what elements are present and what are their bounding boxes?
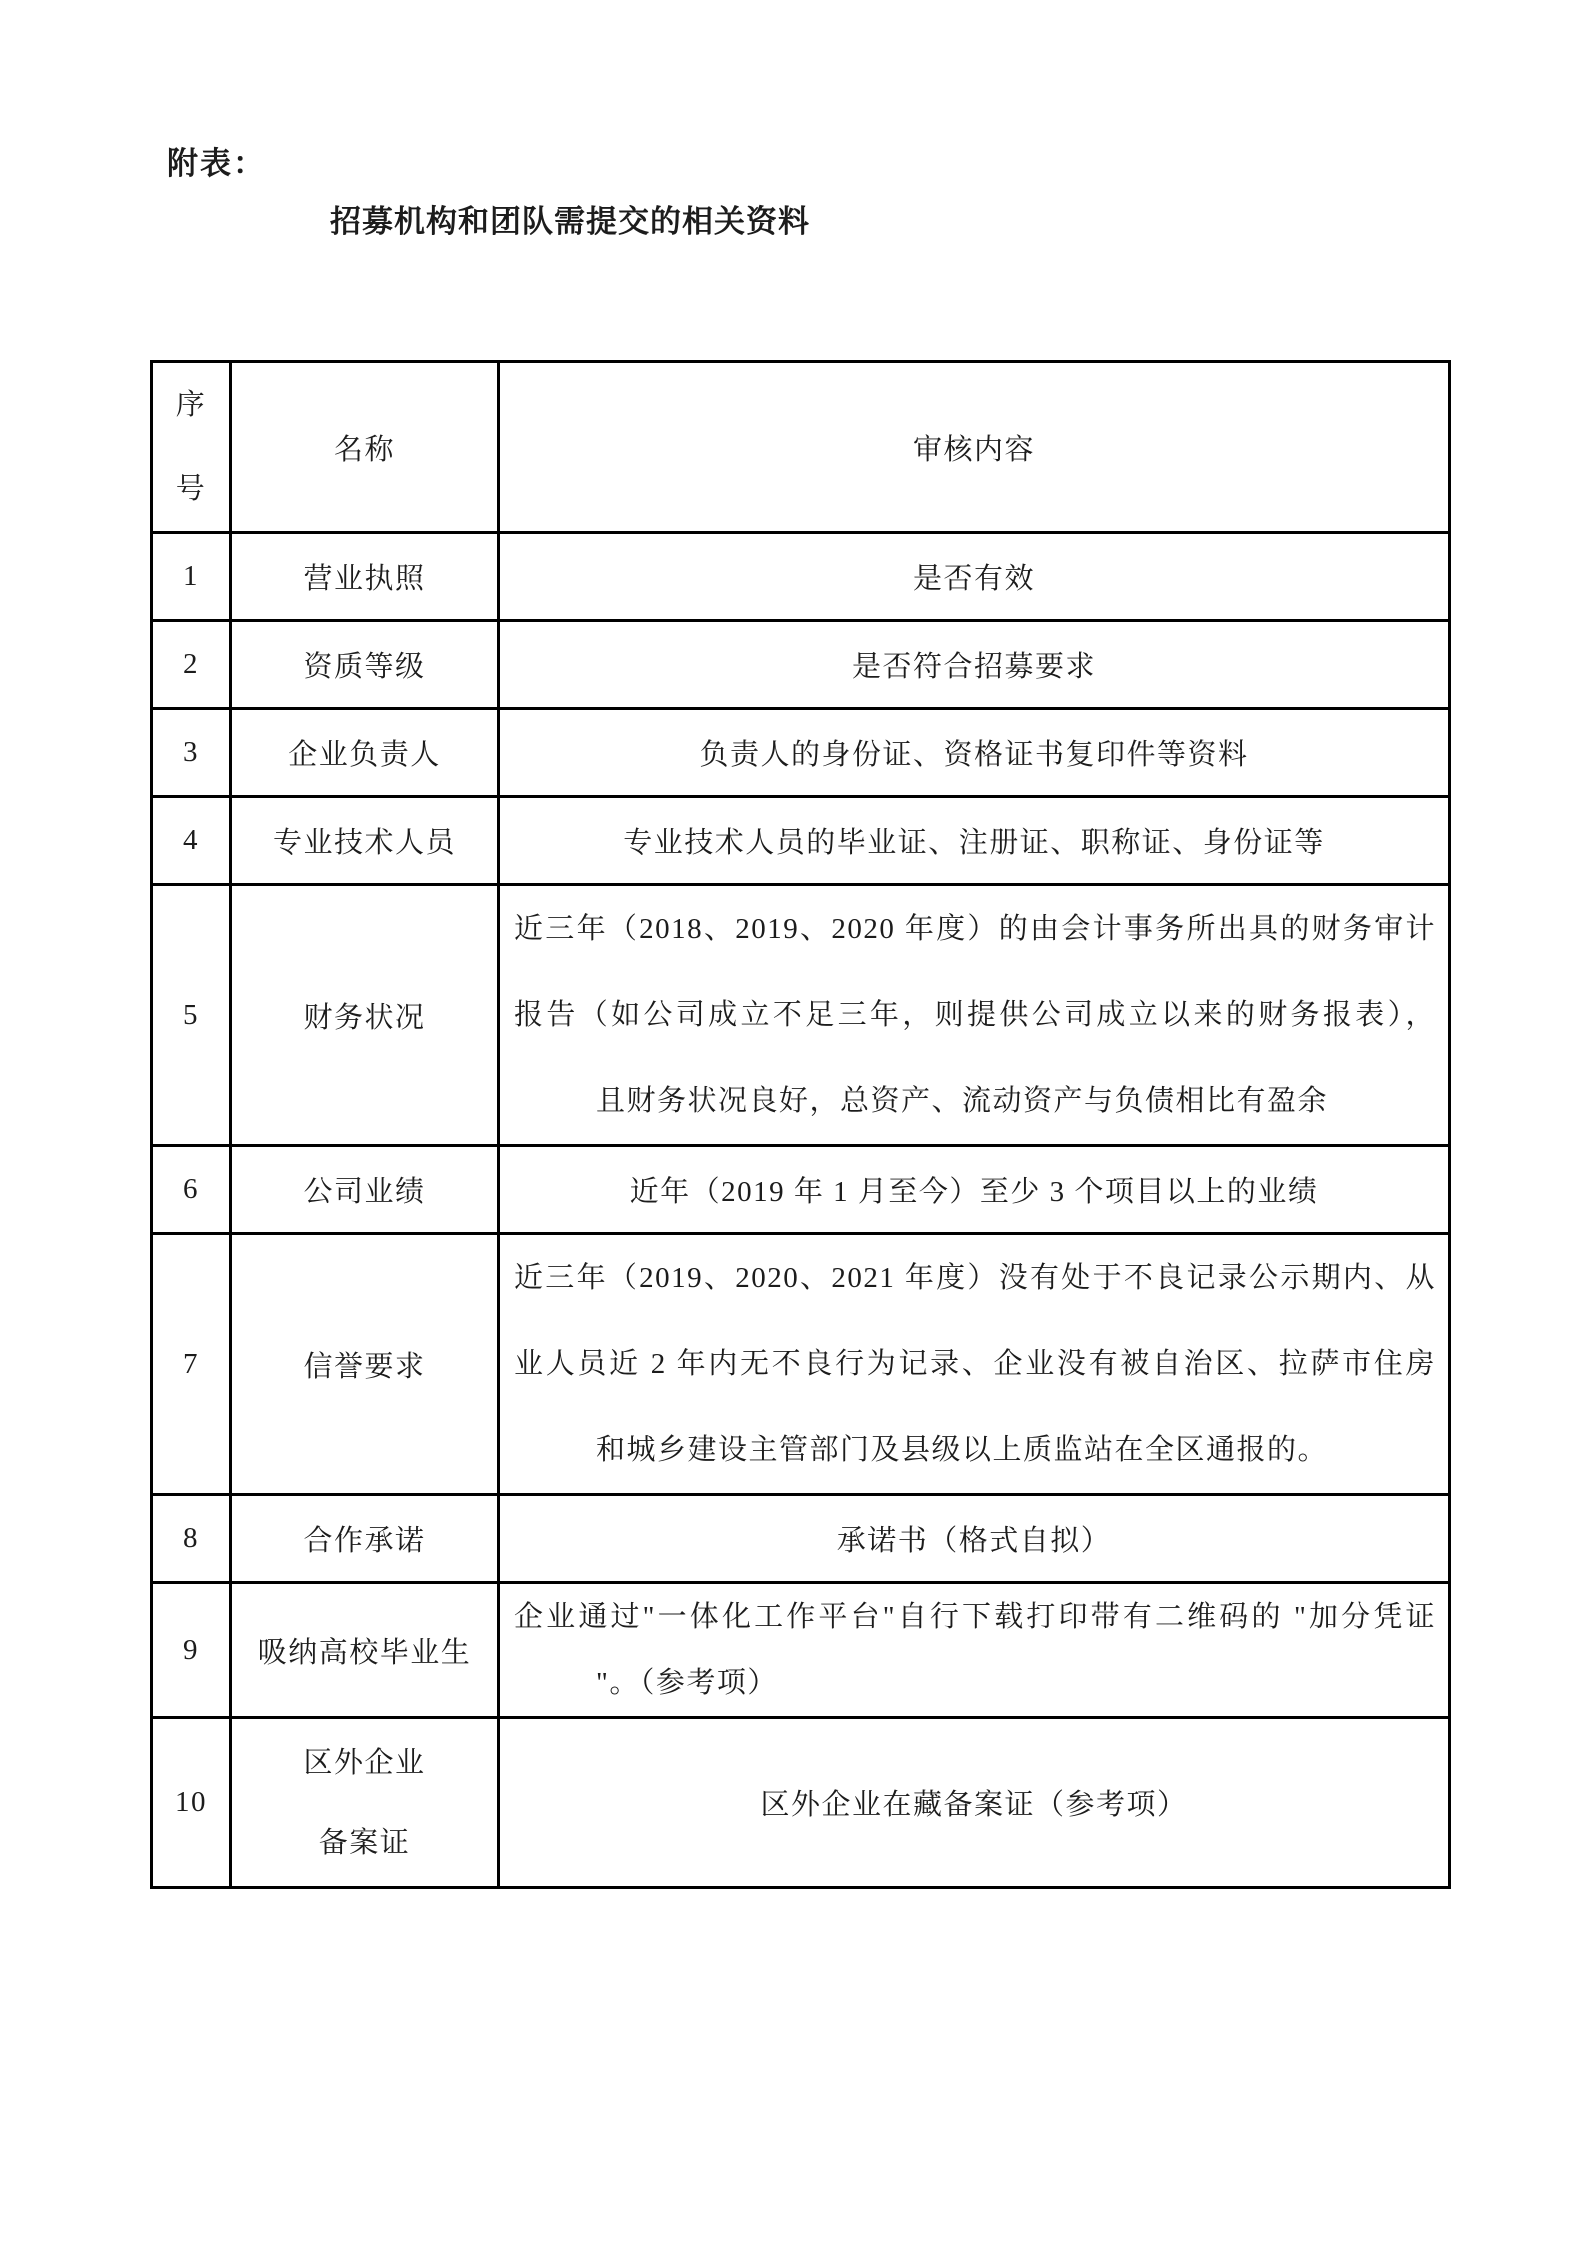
name-line: 区外企业 [303, 1746, 426, 1779]
attachment-label: 附表： [167, 146, 266, 181]
header-seq-no [152, 362, 231, 533]
content-line: 近三年（2019、2020、2021 年度）没有处于不良记录公示期内、从 [514, 1262, 1436, 1294]
content-line: 且财务状况良好，总资产、流动资产与负债相比有盈余 [596, 1085, 1329, 1117]
row-name: 营业执照 [231, 533, 499, 621]
table-row [152, 885, 1450, 1146]
row-name: 资质等级 [231, 621, 499, 709]
row-name: 公司业绩 [231, 1146, 499, 1234]
row-name [231, 1718, 499, 1888]
row-content: 承诺书（格式自拟） [499, 1495, 1450, 1583]
header-review-content: 审核内容 [499, 362, 1450, 533]
row-number: 9 [152, 1583, 231, 1718]
row-content: 近年（2019 年 1 月至今）至少 3 个项目以上的业绩 [499, 1146, 1450, 1234]
row-name: 财务状况 [231, 885, 499, 1146]
row-number: 10 [152, 1718, 231, 1888]
table-row [152, 533, 1450, 621]
row-name: 合作承诺 [231, 1495, 499, 1583]
content-line: 业人员近 2 年内无不良行为记录、企业没有被自治区、拉萨市住房 [514, 1348, 1436, 1380]
row-number: 3 [152, 709, 231, 797]
row-number: 7 [152, 1234, 231, 1495]
content-line: 和城乡建设主管部门及县级以上质监站在全区通报的。 [596, 1434, 1329, 1466]
table-row [152, 1583, 1450, 1718]
table-row [152, 621, 1450, 709]
page-title: 招募机构和团队需提交的相关资料 [330, 204, 810, 239]
table-row [152, 797, 1450, 885]
row-content: 是否有效 [499, 533, 1450, 621]
row-number: 5 [152, 885, 231, 1146]
row-number: 1 [152, 533, 231, 621]
row-name: 专业技术人员 [231, 797, 499, 885]
row-number: 8 [152, 1495, 231, 1583]
table-row [152, 1234, 1450, 1495]
row-name: 吸纳高校毕业生 [231, 1583, 499, 1718]
content-line: 近三年（2018、2019、2020 年度）的由会计事务所出具的财务审计 [514, 913, 1436, 945]
row-content [499, 1234, 1450, 1495]
header-seq-line1: 序 [175, 389, 207, 421]
row-name: 信誉要求 [231, 1234, 499, 1495]
content-line: 报告（如公司成立不足三年，则提供公司成立以来的财务报表）， [514, 999, 1436, 1031]
row-name: 企业负责人 [231, 709, 499, 797]
content-line: "。（参考项） [596, 1667, 778, 1699]
row-number: 6 [152, 1146, 231, 1234]
row-content: 专业技术人员的毕业证、注册证、职称证、身份证等 [499, 797, 1450, 885]
row-content: 区外企业在藏备案证（参考项） [499, 1718, 1450, 1888]
table-row [152, 709, 1450, 797]
table-row [152, 1146, 1450, 1234]
row-content: 是否符合招募要求 [499, 621, 1450, 709]
row-content [499, 885, 1450, 1146]
row-content [499, 1583, 1450, 1718]
table-row [152, 1718, 1450, 1888]
header-name: 名称 [231, 362, 499, 533]
content-line: 企业通过"一体化工作平台"自行下载打印带有二维码的 "加分凭证 [514, 1601, 1436, 1633]
table-row [152, 1495, 1450, 1583]
name-line: 备案证 [318, 1826, 411, 1859]
requirements-table [150, 360, 1451, 1889]
table-header-row [152, 362, 1450, 533]
row-number: 4 [152, 797, 231, 885]
row-number: 2 [152, 621, 231, 709]
header-seq-line2: 号 [175, 473, 207, 505]
row-content: 负责人的身份证、资格证书复印件等资料 [499, 709, 1450, 797]
